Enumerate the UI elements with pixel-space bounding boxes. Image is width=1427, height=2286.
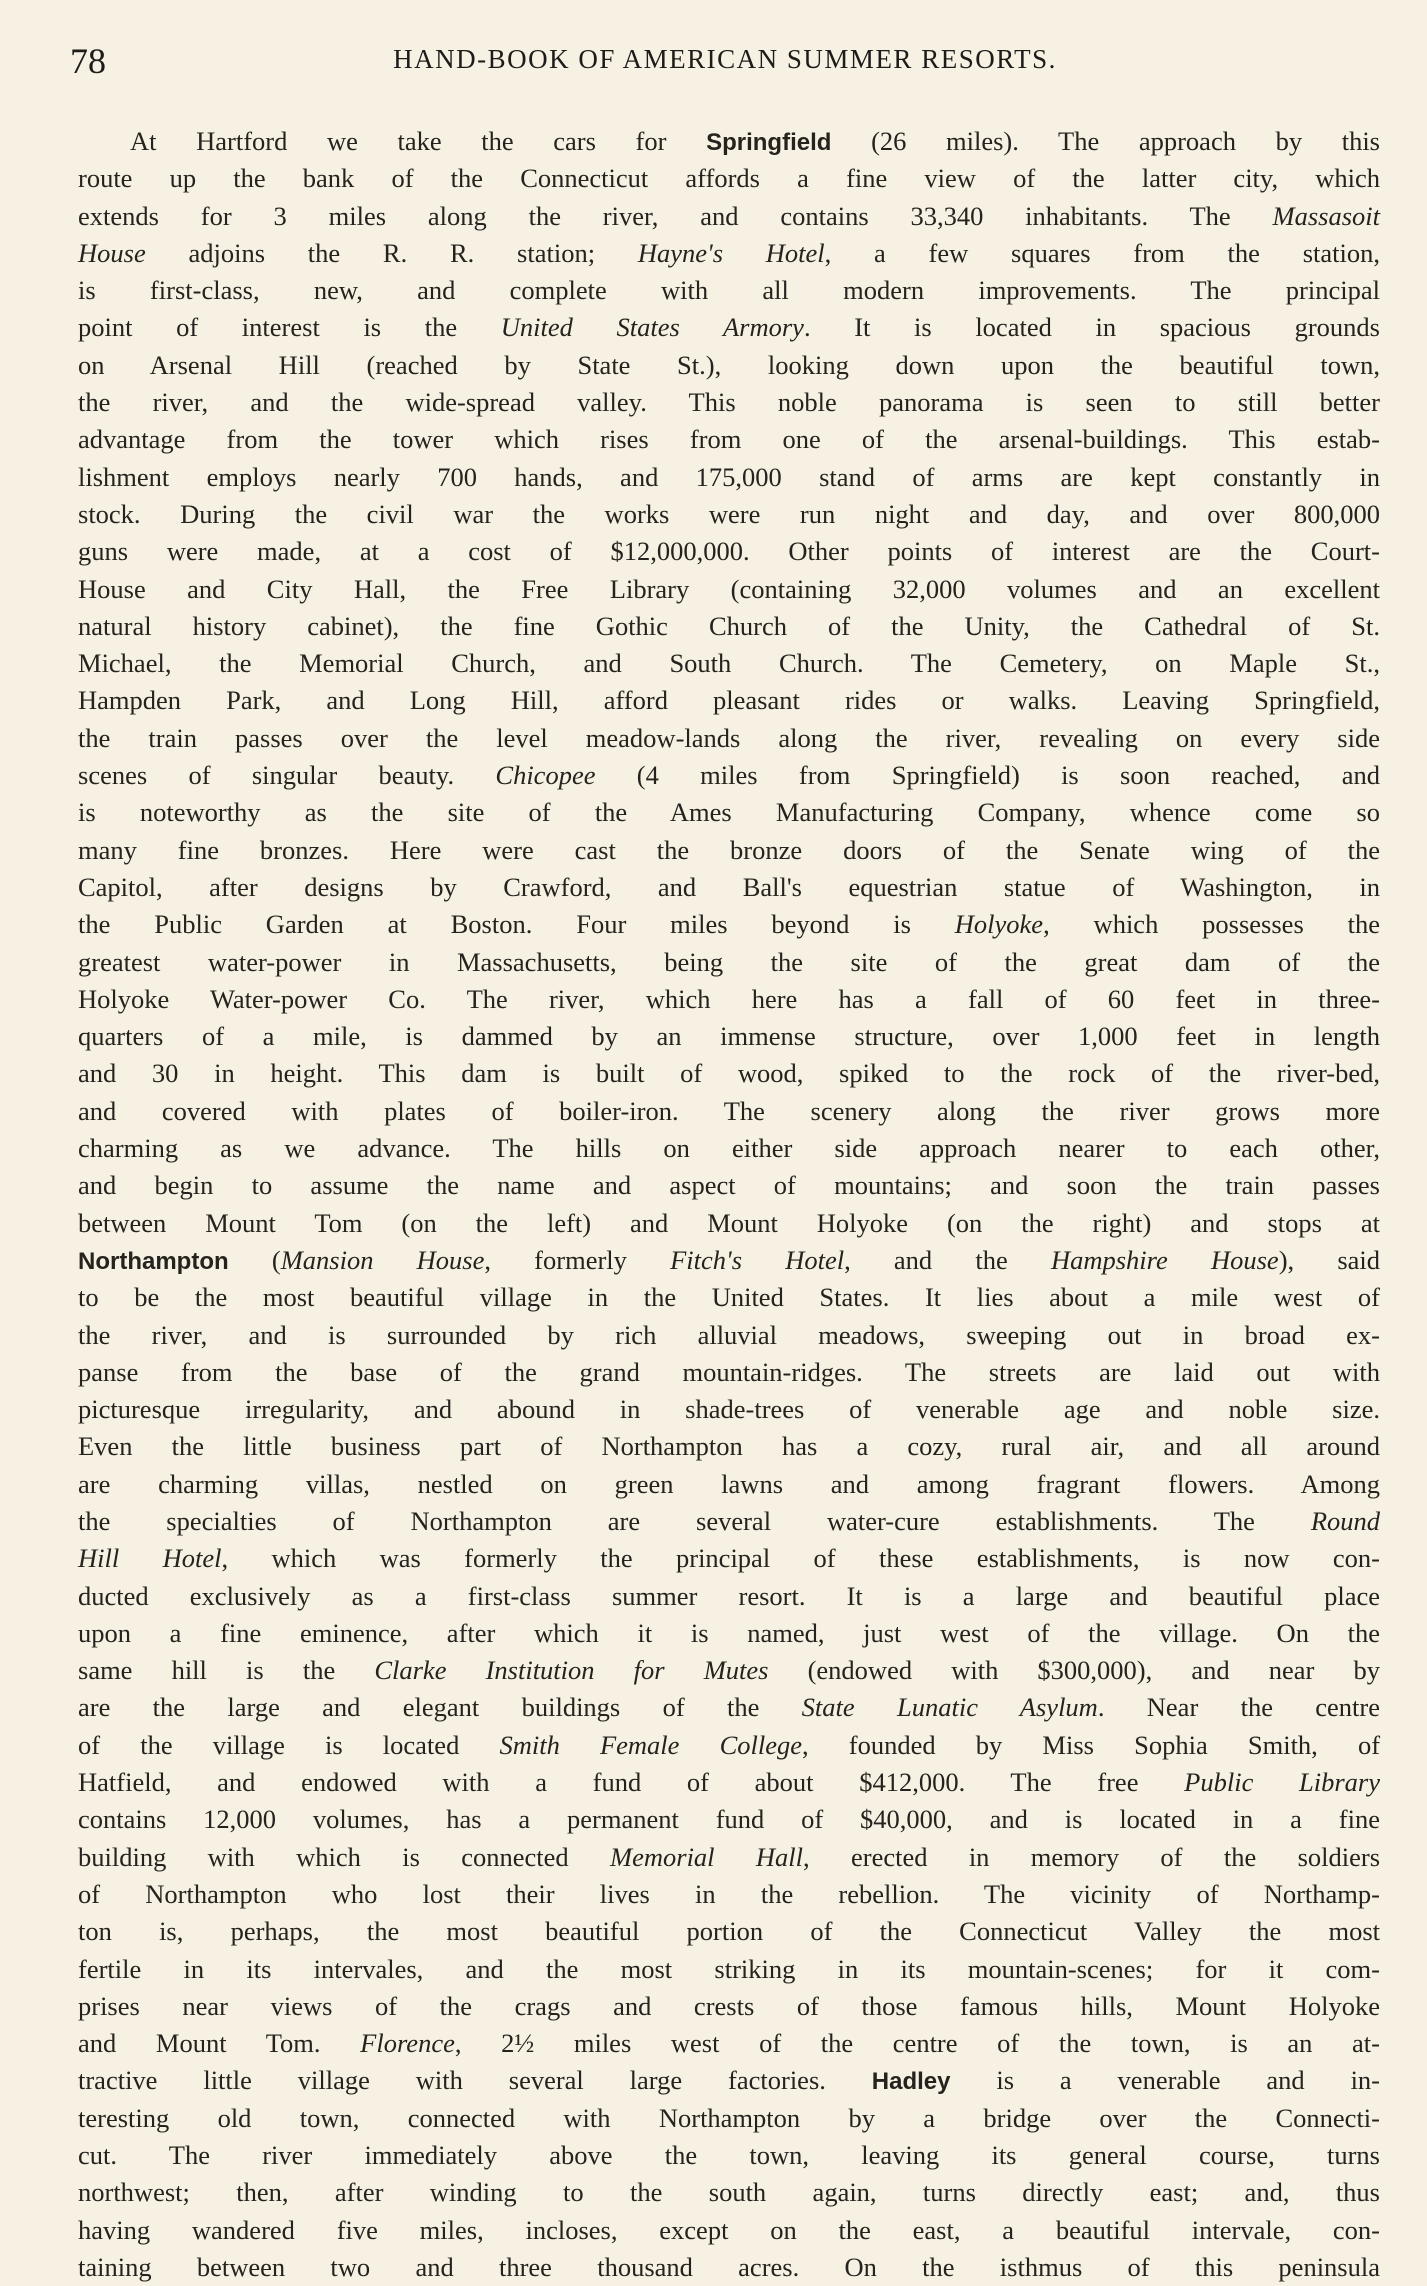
italic-name: Round (1310, 1505, 1380, 1536)
bold-place-name: Northampton (78, 1247, 229, 1275)
text-run: ton is, perhaps, the most beautiful portion of the Connecticut Valley the most (78, 1916, 1380, 1947)
text-run: ), said (1278, 1244, 1381, 1275)
text-run: Hatfield, and endowed with a fund of about $412,000. The free (78, 1767, 1185, 1798)
text-line (78, 198, 1380, 235)
text-line (78, 1764, 1380, 1801)
text-run: scenes of singular beauty. (78, 760, 496, 791)
text-run: , which possesses the (1043, 909, 1380, 940)
text-run: having wandered five miles, incloses, except on the east, a beautiful intervale, con- (78, 2214, 1380, 2245)
text-line (78, 1988, 1380, 2025)
italic-name: Hampshire House (1050, 1244, 1279, 1275)
text-run: to be the most beautiful village in the United States. It lies about a mile west of (78, 1282, 1380, 1313)
italic-name: State Lunatic Asylum (801, 1692, 1098, 1723)
text-run: panse from the base of the grand mountain-ridges. The streets are laid out with (78, 1356, 1380, 1387)
text-run: (26 miles). The approach by this (831, 126, 1380, 156)
text-line (78, 1727, 1380, 1764)
text-line (78, 2062, 1380, 2099)
text-run: fertile in its intervales, and the most striking in its mountain-scenes; for it com- (78, 1953, 1380, 1984)
page-header (70, 40, 1380, 86)
italic-name: Memorial Hall (610, 1841, 804, 1872)
text-run: the river, and the wide-spread valley. This noble panorama is seen to still better (78, 387, 1380, 418)
text-line (78, 720, 1380, 757)
text-line (78, 272, 1380, 309)
text-run: adjoins the R. R. station; (145, 237, 638, 268)
text-run: , and the (844, 1244, 1051, 1275)
italic-name: Hayne's Hotel (637, 237, 825, 268)
text-line (78, 645, 1380, 682)
text-line (78, 2100, 1380, 2137)
running-head: HAND-BOOK OF AMERICAN SUMMER RESORTS. (393, 44, 1057, 74)
text-run: cut. The river immediately above the town, leaving its general course, turns (78, 2140, 1380, 2171)
text-line (78, 832, 1380, 869)
text-run: extends for 3 miles along the river, and contains 33,340 inhabitants. The (78, 200, 1273, 231)
text-run: are charming villas, nestled on green lawns and among fragrant flowers. Among (78, 1468, 1380, 1499)
text-run: , founded by Miss Sophia Smith, of (802, 1729, 1381, 1760)
text-run: , erected in memory of the soldiers (803, 1841, 1381, 1872)
text-line (78, 1503, 1380, 1540)
text-run: contains 12,000 volumes, has a permanent fund of $40,000, and is located in a fine (78, 1804, 1380, 1835)
text-run: the river, and is surrounded by rich alluvial meadows, sweeping out in broad ex- (78, 1319, 1380, 1350)
text-line (78, 944, 1380, 981)
italic-name: Smith Female College (499, 1729, 803, 1760)
text-line (78, 608, 1380, 645)
italic-name: Mansion House (280, 1244, 485, 1275)
italic-name: Massasoit (1272, 200, 1380, 231)
text-line (78, 347, 1380, 384)
text-line (78, 1689, 1380, 1726)
text-line (78, 869, 1380, 906)
text-line (78, 1615, 1380, 1652)
text-line (78, 1354, 1380, 1391)
text-run: Hampden Park, and Long Hill, afford pleasant rides or walks. Leaving Springfield, (78, 685, 1380, 716)
text-run: , formerly (484, 1244, 671, 1275)
text-run: are the large and elegant buildings of the (78, 1692, 802, 1723)
text-line (78, 384, 1380, 421)
text-run: ( (228, 1244, 281, 1275)
text-line (78, 496, 1380, 533)
text-line (78, 1578, 1380, 1615)
text-run: and begin to assume the name and aspect of mountains; and soon the train passes (78, 1170, 1380, 1201)
italic-name: Holyoke (954, 909, 1044, 940)
text-run: and 30 in height. This dam is built of wood, spiked to the rock of the river-bed, (78, 1058, 1380, 1089)
text-run: lishment employs nearly 700 hands, and 175,000 stand of arms are kept constantly in (78, 461, 1380, 492)
italic-name: Hill Hotel (78, 1543, 222, 1574)
text-line (78, 1839, 1380, 1876)
italic-name: Public Library (1184, 1767, 1380, 1798)
italic-name: Clarke Institution for Mutes (374, 1655, 769, 1686)
text-line (78, 1205, 1380, 1242)
text-line (78, 571, 1380, 608)
body-paragraph (78, 123, 1380, 2286)
text-run: and covered with plates of boiler-iron. The scenery along the river grows more (78, 1095, 1380, 1126)
text-run: northwest; then, after winding to the south again, turns directly east; and, thus (78, 2177, 1380, 2208)
text-run: taining between two and three thousand acres. On the isthmus of this peninsula (78, 2251, 1380, 2282)
text-line (78, 2174, 1380, 2211)
text-run: same hill is the (78, 1655, 375, 1686)
text-run: ducted exclusively as a first-class summer resort. It is a large and beautiful place (78, 1580, 1380, 1611)
bold-place-name: Hadley (871, 2068, 951, 2096)
text-run: prises near views of the crags and crests of those famous hills, Mount Holyoke (78, 1990, 1380, 2021)
text-line (78, 794, 1380, 831)
text-run: of Northampton who lost their lives in the rebellion. The vicinity of Northamp- (78, 1878, 1380, 1909)
text-line (78, 459, 1380, 496)
text-line (78, 1951, 1380, 1988)
text-line (78, 1055, 1380, 1092)
text-line (78, 2137, 1380, 2174)
italic-name: Florence (360, 2028, 455, 2059)
italic-name: Chicopee (495, 760, 596, 791)
text-run: (endowed with $300,000), and near by (768, 1655, 1380, 1686)
text-run: Michael, the Memorial Church, and South Church. The Cemetery, on Maple St., (78, 648, 1380, 679)
text-line (78, 2212, 1380, 2249)
text-run: on Arsenal Hill (reached by State St.), looking down upon the beautiful town, (78, 349, 1380, 380)
text-run: the specialties of Northampton are several water-cure establishments. The (78, 1505, 1311, 1536)
text-run: is a venerable and in- (950, 2065, 1381, 2096)
italic-name: United States Armory (500, 312, 804, 343)
text-run: building with which is connected (78, 1841, 611, 1872)
text-run: Even the little business part of Northampton has a cozy, rural air, and all around (78, 1431, 1380, 1462)
text-line (78, 1428, 1380, 1465)
text-run: many fine bronzes. Here were cast the bronze doors of the Senate wing of the (78, 834, 1380, 865)
text-line (78, 906, 1380, 943)
bold-place-name: Springfield (706, 129, 832, 156)
text-line (78, 1652, 1380, 1689)
text-line (78, 682, 1380, 719)
text-run: natural history cabinet), the fine Gothic Church of the Unity, the Cathedral of St. (78, 610, 1380, 641)
text-run: route up the bank of the Connecticut affords a fine view of the latter city, which (78, 163, 1380, 194)
text-line (78, 1876, 1380, 1913)
text-line (78, 1167, 1380, 1204)
text-run: , which was formerly the principal of these establishments, is now con- (221, 1543, 1380, 1574)
text-run: tractive little village with several large factories. (78, 2065, 872, 2096)
text-line (78, 1391, 1380, 1428)
text-run: of the village is located (78, 1729, 500, 1760)
text-line (78, 1801, 1380, 1838)
text-line (78, 1093, 1380, 1130)
text-line (78, 981, 1380, 1018)
text-run: point of interest is the (78, 312, 501, 343)
text-run: greatest water-power in Massachusetts, being the site of the great dam of the (78, 946, 1380, 977)
text-line (78, 1540, 1380, 1577)
text-run: Holyoke Water-power Co. The river, which here has a fall of 60 feet in three- (78, 983, 1380, 1014)
text-run: Capitol, after designs by Crawford, and Ball's equestrian statue of Washington, in (78, 871, 1380, 902)
text-line (78, 2025, 1380, 2062)
text-line (78, 533, 1380, 570)
text-line (78, 757, 1380, 794)
text-line (78, 421, 1380, 458)
text-run: , a few squares from the station, (824, 237, 1380, 268)
text-line (78, 160, 1380, 197)
text-line (78, 1279, 1380, 1316)
text-run: . Near the centre (1097, 1692, 1381, 1723)
italic-name: House (78, 237, 146, 268)
text-run: is noteworthy as the site of the Ames Manufacturing Company, whence come so (78, 797, 1380, 828)
text-run: picturesque irregularity, and abound in shade-trees of venerable age and noble size. (78, 1394, 1380, 1425)
text-line (78, 1466, 1380, 1503)
text-run: teresting old town, connected with Northampton by a bridge over the Connecti- (78, 2102, 1380, 2133)
page-number: 78 (70, 41, 106, 81)
text-run: House and City Hall, the Free Library (containing 32,000 volumes and an excellent (78, 573, 1380, 604)
text-run: between Mount Tom (on the left) and Mount Holyoke (on the right) and stops at (78, 1207, 1380, 1238)
text-run: the train passes over the level meadow-lands along the river, revealing on every side (78, 722, 1380, 753)
text-run: guns were made, at a cost of $12,000,000. Other points of interest are the Court- (78, 536, 1380, 567)
text-line (78, 235, 1380, 272)
text-line (78, 123, 1380, 160)
text-line (78, 1130, 1380, 1167)
italic-name: Fitch's Hotel (670, 1244, 845, 1275)
text-run: and Mount Tom. (78, 2028, 361, 2059)
text-run: , 2½ miles west of the centre of the town, is an at- (454, 2028, 1380, 2059)
text-run: advantage from the tower which rises from one of the arsenal-buildings. This estab- (78, 424, 1380, 455)
text-run: upon a fine eminence, after which it is named, just west of the village. On the (78, 1617, 1380, 1648)
text-run: . It is located in spacious grounds (803, 312, 1380, 343)
text-line (78, 2249, 1380, 2286)
text-run: quarters of a mile, is dammed by an immense structure, over 1,000 feet in length (78, 1021, 1380, 1052)
text-run: (4 miles from Springfield) is soon reached, and (595, 760, 1380, 791)
text-line (78, 1242, 1380, 1279)
text-run: stock. During the civil war the works were run night and day, and over 800,000 (78, 498, 1380, 529)
text-line (78, 1317, 1380, 1354)
text-run: At Hartford we take the cars for (130, 126, 707, 156)
text-line (78, 309, 1380, 346)
text-line (78, 1018, 1380, 1055)
text-line (78, 1913, 1380, 1950)
text-run: charming as we advance. The hills on either side approach nearer to each other, (78, 1133, 1380, 1164)
text-run: the Public Garden at Boston. Four miles beyond is (78, 909, 955, 940)
text-run: is first-class, new, and complete with all modern improvements. The principal (78, 275, 1380, 306)
